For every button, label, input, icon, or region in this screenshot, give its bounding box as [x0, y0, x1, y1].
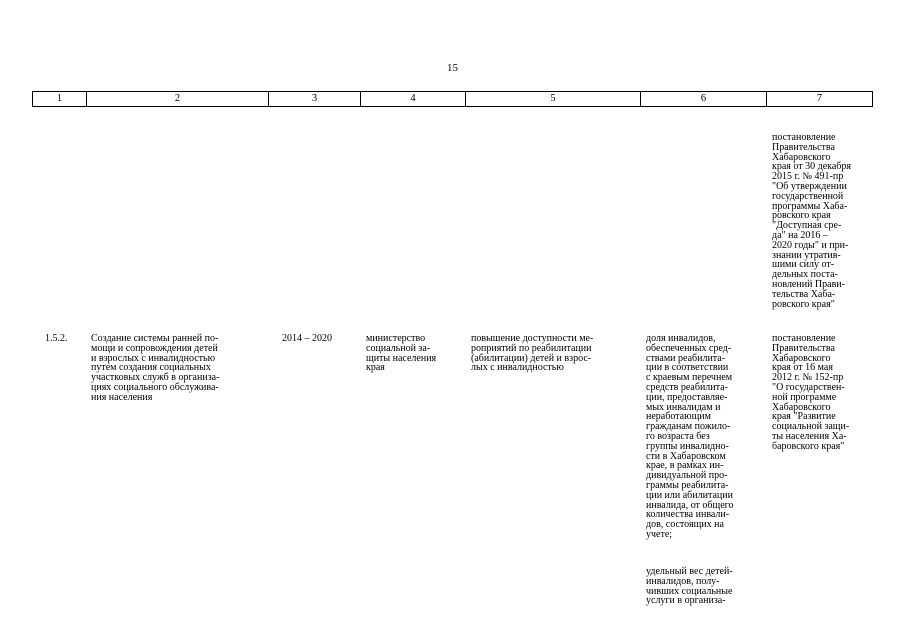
activity-name	[91, 334, 269, 403]
header-col-6: 6	[641, 92, 767, 107]
expected-result	[471, 334, 641, 373]
text-line: дельных поста-	[772, 269, 838, 281]
text-line: тельства Хаба-	[772, 288, 836, 300]
page-number: 15	[447, 62, 458, 74]
text-line: ции или абилитации	[646, 489, 733, 501]
text-line: "Доступная сре-	[772, 220, 842, 232]
text-line: знании утратив-	[772, 249, 841, 261]
text-line: инвалидов, полу-	[646, 575, 720, 587]
text-line: Правительства	[772, 141, 835, 153]
text-line: ровского края	[772, 210, 831, 222]
text-line: и взрослых с инвалидностью	[91, 352, 216, 364]
text-line: с краевым перечнем	[646, 372, 733, 384]
text-line: обеспеченных сред-	[646, 342, 732, 354]
text-line: постановление	[772, 333, 836, 344]
text-line: повышение доступности ме-	[471, 333, 594, 344]
text-line: крае, в рамках ин-	[646, 460, 724, 472]
header-col-7: 7	[767, 92, 873, 107]
prev-row-legal-basis	[772, 133, 872, 309]
text-line: дивидуальной про-	[646, 470, 728, 482]
text-line: края от 30 декабря	[772, 161, 851, 173]
text-line: неработающим	[646, 411, 711, 423]
text-line: шими силу от-	[772, 259, 835, 271]
text-line: группы инвалидно-	[646, 440, 729, 452]
text-line: министерство	[366, 333, 426, 344]
text-line: инвалида, от общего	[646, 499, 734, 511]
text-line: (абилитации) детей и взрос-	[471, 352, 592, 364]
header-row	[33, 92, 873, 107]
text-line: го возраста без	[646, 430, 710, 442]
text-line: новлений Прави-	[772, 278, 845, 290]
text-line: края от 16 мая	[772, 362, 833, 374]
text-line: ровского края"	[772, 298, 835, 310]
text-line: социальной за-	[366, 342, 431, 354]
text-line: участковых служб в организа-	[91, 372, 220, 384]
text-line: услуги в организа-	[646, 595, 726, 607]
text-line: лых с инвалидностью	[471, 362, 564, 374]
text-line: "О государствен-	[772, 381, 845, 393]
text-line: сти в Хабаровском	[646, 450, 726, 462]
text-line: граммы реабилита-	[646, 479, 729, 491]
text-line: "Об утверждении	[772, 180, 847, 192]
text-line: Хабаровского	[772, 352, 831, 364]
header-col-3: 3	[269, 92, 361, 107]
text-line: края	[366, 362, 385, 374]
text-line: количества инвали-	[646, 509, 730, 521]
text-line: ты населения Ха-	[772, 430, 847, 442]
text-line: 2020 годы" и при-	[772, 239, 849, 251]
text-line: мощи и сопровождения детей	[91, 342, 218, 354]
text-line: щиты населения	[366, 352, 437, 364]
text-line: постановление	[772, 132, 836, 143]
text-line: 2015 г. № 491-пр	[772, 171, 844, 183]
responsible-executor	[366, 334, 466, 373]
header-col-2: 2	[87, 92, 269, 107]
text-line: баровского края"	[772, 440, 845, 452]
target-indicator-1	[646, 334, 768, 540]
text-line: да" на 2016 –	[772, 229, 828, 241]
text-line: социальной защи-	[772, 421, 850, 433]
text-line: края "Развитие	[772, 411, 836, 423]
text-line: программы Хаба-	[772, 200, 848, 212]
text-line: мых инвалидам и	[646, 401, 721, 413]
header-col-1: 1	[33, 92, 87, 107]
column-number-header	[32, 91, 873, 107]
text-line: ции, предоставляе-	[646, 391, 728, 403]
text-line: чивших социальные	[646, 585, 733, 597]
text-line: дов, состоящих на	[646, 519, 724, 531]
text-line: удельный вес детей-	[646, 566, 733, 577]
text-line: Хабаровского	[772, 401, 831, 413]
text-line: средств реабилита-	[646, 381, 728, 393]
text-line: циях социального обслужива-	[91, 381, 219, 393]
text-line: путем создания социальных	[91, 362, 211, 374]
text-line: 2012 г. № 152-пр	[772, 372, 844, 384]
text-line: роприятий по реабилитации	[471, 342, 592, 354]
text-line: ной программе	[772, 391, 837, 403]
legal-basis-document	[772, 334, 872, 452]
text-line: гражданам пожило-	[646, 421, 731, 433]
text-line: ния населения	[91, 391, 153, 403]
text-line: ции в соответствии	[646, 362, 729, 374]
text-line: доля инвалидов,	[646, 333, 716, 344]
implementation-period: 2014 – 2020	[282, 333, 332, 344]
text-line: Правительства	[772, 342, 835, 354]
text-line: государственной	[772, 190, 844, 202]
row-number: 1.5.2.	[45, 333, 68, 344]
text-line: учете;	[646, 528, 673, 540]
text-line: Создание системы ранней по-	[91, 333, 219, 344]
header-col-5: 5	[466, 92, 641, 107]
header-col-4: 4	[361, 92, 466, 107]
target-indicator-2	[646, 567, 768, 606]
text-line: Хабаровского	[772, 151, 831, 163]
text-line: ствами реабилита-	[646, 352, 726, 364]
